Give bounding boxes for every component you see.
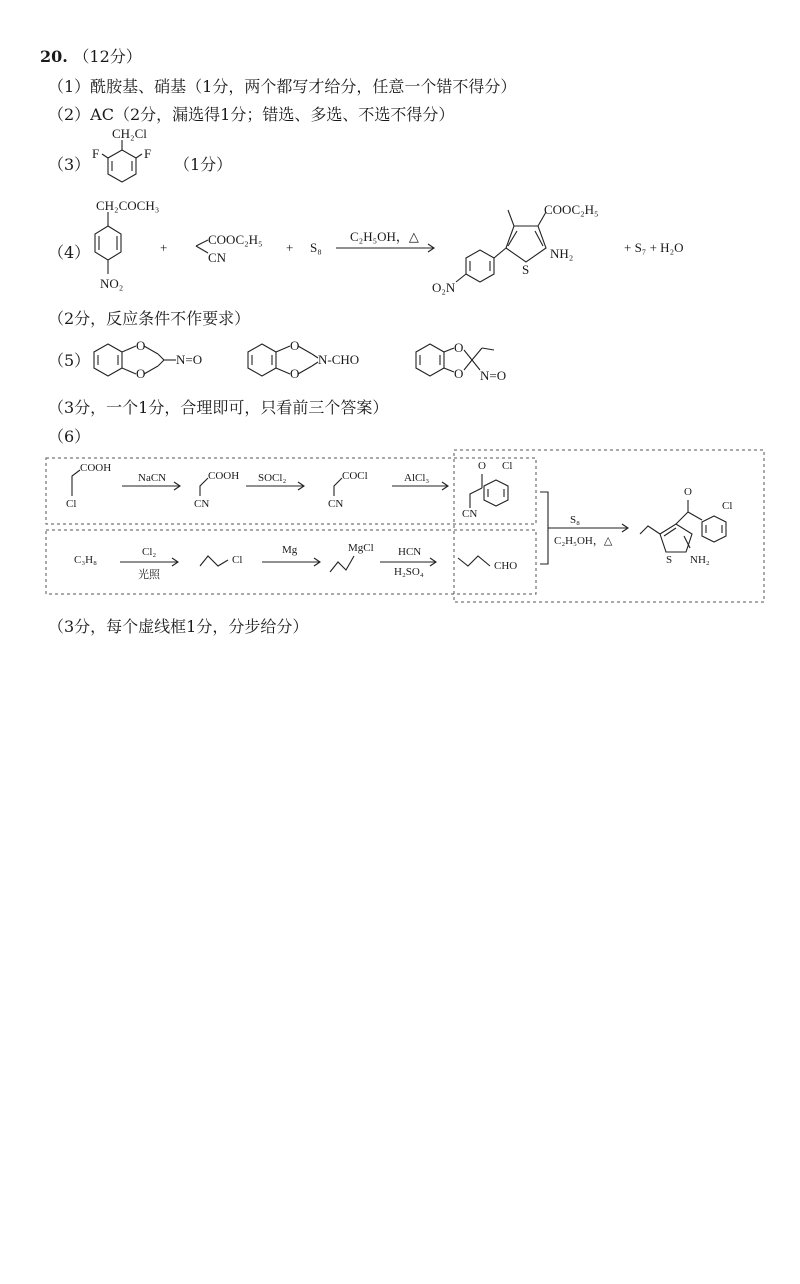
q5-structure1 [94,344,176,376]
answer-5-note: （3分，一个1分，合理即可，只看前三个答案） [48,398,389,417]
q4-reactant2-skeleton [196,240,208,253]
answer-4-label: （4） [48,243,91,262]
q3-f-right: F [144,146,152,161]
q6-final-reagent-top: S₈ [570,514,580,526]
q4-product-skeleton [456,210,546,282]
q6-final-nh2: NH₂ [690,554,710,566]
q4-plus2: + [286,240,294,255]
q6-r1-int1-cn: CN [194,498,210,510]
q5-s2-o-bottom: O [290,366,300,381]
q4-condition: C₂H₅OH，△ [350,229,419,244]
q6-r2-reagent1-top: Cl₂ [142,546,157,558]
q6-merge-arrow [540,492,628,564]
answer-3-score: （1分） [174,155,233,174]
q4-plus1: + [160,240,168,255]
q5-s3-o-bottom: O [454,366,464,381]
q4-byproducts: + S₇ + H₂O [624,240,684,255]
q6-r1-int2-cocl: COCl [342,470,368,482]
q5-s1-o-top: O [136,338,146,353]
answer-4-note: （2分，反应条件不作要求） [48,309,251,328]
q6-r1-prod-cl: Cl [502,460,513,472]
q6-r2-start: C₃H₈ [74,554,97,566]
q6-r2-reagent3-bottom: H₂SO₄ [394,566,424,578]
q5-s3-group: N=O [480,368,507,383]
q4-product-s: S [522,262,530,277]
q6-route2-skeletons [120,556,490,572]
q6-final-reagent-bottom: C₂H₅OH，△ [554,535,613,547]
question-number-text: 20. [40,47,68,66]
q6-r2-reagent3-top: HCN [398,546,422,558]
q3-benzene-ring [102,140,142,182]
q6-r1-reagent3: AlCl₃ [404,472,430,484]
answer-3-label: （3） [48,155,91,174]
answer-2: （2）AC（2分，漏选得1分；错选、多选、不选不得分） [48,105,455,124]
q6-box-route2 [46,530,536,594]
q5-s1-group: N=O [176,352,203,367]
q4-reactant2-cn: CN [208,250,227,265]
answer-6-label: （6） [48,427,91,446]
q4-reactant2-ester: COOC₂H₅ [208,232,263,247]
q5-structure2 [248,344,318,376]
q6-r2-prod: CHO [494,560,518,572]
q3-ch2cl: CH₂Cl [112,126,147,141]
q6-r1-prod-o: O [478,460,486,472]
q5-s2-group: N-CHO [318,352,360,367]
q6-r2-reagent2: Mg [282,544,298,556]
question-number [40,44,142,67]
q6-final-o: O [684,486,692,498]
q6-r2-reagent1-bottom: 光照 [138,569,160,581]
q5-s3-o-top: O [454,340,464,355]
q6-r1-start-cl: Cl [66,498,77,510]
q6-final-s: S [666,554,673,566]
q5-s2-o-top: O [290,338,300,353]
question-points: （12分） [73,47,142,66]
q4-product-ester: COOC₂H₅ [544,202,599,217]
q6-r2-int1-cl: Cl [232,554,243,566]
q4-reactant1-bottom: NO₂ [100,276,124,291]
q4-reactant1-top: CH₂COCH₃ [96,198,160,213]
q4-s8: S₈ [310,240,322,255]
answer-5-label: （5） [48,351,91,370]
q4-product-o2n: O₂N [432,280,456,295]
answer-6-note: （3分，每个虚线框1分，分步给分） [48,617,309,636]
q4-arrow [336,244,434,252]
q6-r1-reagent1: NaCN [138,472,167,484]
q6-final-skeleton [640,500,726,552]
q6-r2-int2: MgCl [348,542,374,554]
q4-product-nh2: NH₂ [550,246,574,261]
q6-r1-int1-cooh: COOH [208,470,240,482]
q5-s1-o-bottom: O [136,366,146,381]
q4-reactant1-ring [95,212,121,274]
q6-r1-int2-cn: CN [328,498,344,510]
q6-box-final [454,450,764,602]
q3-f-left: F [92,146,100,161]
q6-final-cl: Cl [722,500,733,512]
q6-r1-prod-cn: CN [462,508,478,520]
q6-r1-start-cooh: COOH [80,462,112,474]
q6-r1-reagent2: SOCl₂ [258,472,287,484]
answer-1: （1）酰胺基、硝基（1分，两个都写才给分，任意一个错不得分） [48,77,517,96]
